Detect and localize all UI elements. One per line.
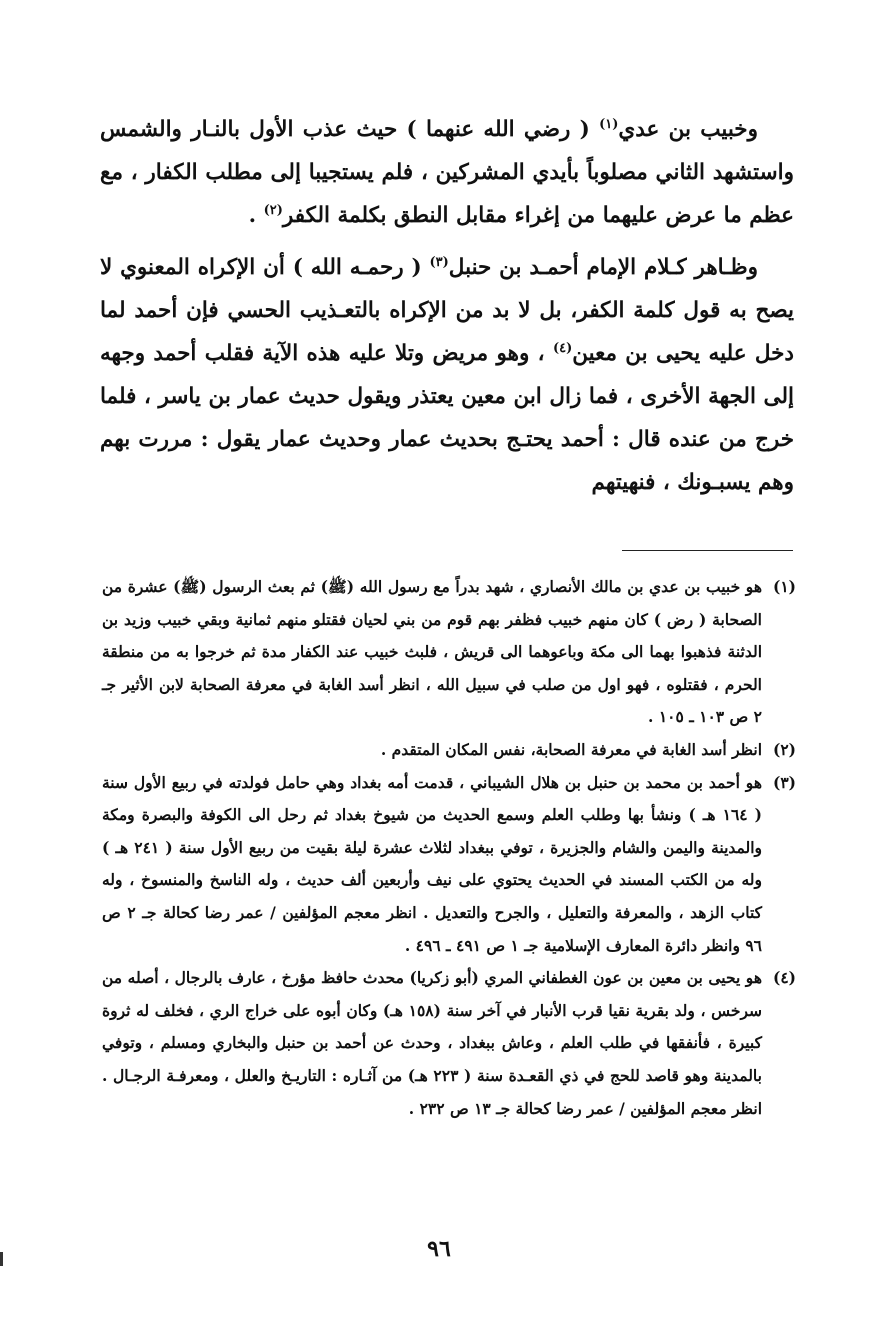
footnote-text: انظر أسد الغابة في معرفة الصحابة، نفس المكان المتقدم . bbox=[380, 739, 762, 759]
footnote-number: (٣) bbox=[772, 772, 796, 792]
footnote-3 bbox=[102, 767, 796, 963]
paragraph-1-part-b: ( رضي الله عنهما ) حيث عذب الأول بالنـار والشمس واستشهد الثاني مصلوباً بأيدي المشركين ، فلم يستجيبا إلى مطلب الكفار ، مع عظم ما عرض عليهما من إغراء مقابل النطق بكلمة الكفر bbox=[100, 117, 794, 228]
footnote-ref-4: (٤) bbox=[552, 340, 573, 356]
footnote-ref-2: (٢) bbox=[263, 202, 283, 218]
paragraph-1 bbox=[100, 108, 794, 237]
main-text bbox=[100, 108, 794, 504]
footnote-number: (٤) bbox=[772, 968, 796, 988]
footnote-ref-1: (١) bbox=[599, 116, 619, 132]
paragraph-2-part-b: ( رحمـه الله ) أن الإكراه المعنوي لا يصح به قول كلمة الكفر، بل لا بد من الإكراه بالتعـذيب الحسي فإن أحمد لما دخل عليه يحيى بن معين bbox=[100, 255, 794, 366]
footnote-number: (٢) bbox=[772, 739, 796, 759]
paragraph-2 bbox=[100, 246, 794, 504]
footnote-ref-3: (٣) bbox=[429, 254, 449, 270]
footnotes bbox=[102, 571, 796, 1125]
footnote-4 bbox=[102, 962, 796, 1125]
footnote-2 bbox=[102, 734, 796, 767]
footnote-text: هو خبيب بن عدي بن مالك الأنصاري ، شهد بدراً مع رسول الله (ﷺ) ثم بعث الرسول (ﷺ) عشرة من الصحابة ( رض ) كان منهم خبيب فظفر بهم قوم من بني لحيان فقتلو منهم ثمانية وبقي خبيب وزيد بن الدثنة فذهبوا بهما الى مكة وباعوهما الى قريش ، فلبث خبيب عند الكفار مدة ثم خرجوا به من منطقة الحرم ، فقتلوه ، فهو اول من صلب في سبيل الله ، انظر أسد الغابة في معرفة الصحابة لابن الأثير جـ ٢ ص ١٠٣ ـ ١٠٥ . bbox=[102, 577, 762, 727]
footnote-divider bbox=[622, 550, 793, 551]
footnote-1 bbox=[102, 571, 796, 734]
footnote-text: هو أحمد بن محمد بن حنبل بن هلال الشيباني ، قدمت أمه بغداد وهي حامل فولدته في ربيع الأول سنة ( ١٦٤ هـ ) ونشأ بها وطلب العلم وسمع الحديث من شيوخ بغداد ثم رحل الى الكوفة والبصرة ومكة والمدينة واليمن والشام والجزيرة ، توفي ببغداد لثلاث عشرة ليلة بقيت من ربيع الأول سنة ( ٢٤١ هـ ) وله من الكتب المسند في الحديث يحتوي على نيف وأربعين ألف حديث ، وله الناسخ والمنسوخ ، وله كتاب الزهد ، والمعرفة والتعليل ، والجرح والتعديل . انظر معجم المؤلفين / عمر رضا كحالة جـ ٢ ص ٩٦ وانظر دائرة المعارف الإسلامية جـ ١ ص ٤٩١ ـ ٤٩٦ . bbox=[102, 772, 762, 955]
page-number: ٩٦ bbox=[427, 1236, 451, 1262]
footnote-text: هو يحيى بن معين بن عون الغطفاني المري (أبو زكريا) محدث حافظ مؤرخ ، عارف بالرجال ، أصله من سرخس ، ولد بقرية نقيا قرب الأنبار في آخر سنة (١٥٨ هـ) وكان أبوه على خراج الري ، فخلف له ثروة كبيرة ، فأنفقها في طلب العلم ، وعاش ببغداد ، وحدث عن أحمد بن حنبل والبخاري ومسلم ، وتوفي بالمدينة وهو قاصد للحج في ذي القعـدة سنة ( ٢٢٣ هـ) من آثـاره : التاريـخ والعلل ، ومعرفـة الرجـال . انظر معجم المؤلفين / عمر رضا كحالة جـ ١٣ ص ٢٣٢ . bbox=[102, 968, 762, 1118]
paragraph-1-part-c: . bbox=[248, 203, 264, 228]
footnote-number: (١) bbox=[772, 577, 796, 596]
paragraph-2-part-a: وظـاهر كـلام الإمام أحمـد بن حنبل bbox=[448, 255, 758, 280]
paragraph-1-part-a: وخبيب بن عدي bbox=[618, 117, 758, 142]
paragraph-2-part-c: ، وهو مريض وتلا عليه هذه الآية فقلب أحمد وجهه إلى الجهة الأخرى ، فما زال ابن معين يعتذر ويقول حديث عمار بن ياسر ، فلما خرج من عنده قال : أحمد يحتـج بحديث عمار وحديث عمار يقول : مررت بهم وهم يسبـونك ، فنهيتهم bbox=[100, 341, 794, 495]
scan-edge-mark bbox=[0, 1252, 3, 1266]
